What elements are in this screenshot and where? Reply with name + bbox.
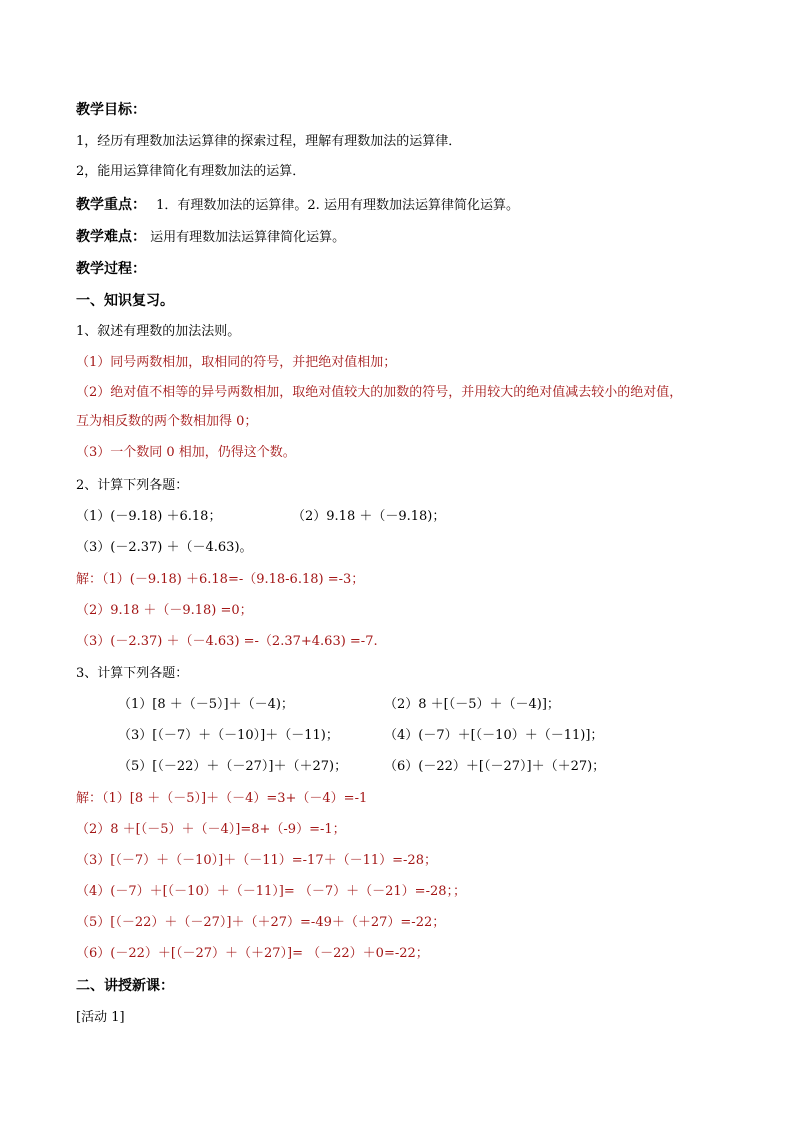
difficulties-label: 教学难点： [76,229,146,245]
question-3: 3、计算下列各题： [76,666,189,681]
goals-title: 教学目标： [76,102,146,118]
q3-problem-5: （5）[（－22）＋（－27）]＋（＋27)； [118,759,348,774]
difficulties-line [76,228,345,247]
q2-problem-3: （3）(－2.37) ＋（－4.63)。 [76,540,253,555]
section1-title: 一、知识复习。 [76,293,174,309]
q3-answer-5: （5）[（－22）＋（－27）]＋（＋27）=-49＋（＋27）=-22； [76,915,446,930]
q3-answer-6: （6）(－22）＋[（－27）＋（＋27）]= （－22）＋0=-22； [76,946,429,961]
q3-answer-1: 解：（1）[8 ＋（－5）]＋（－4）=3+（－4）=-1 [76,791,368,806]
q2-problem-2: （2）9.18 ＋（－9.18)； [292,509,446,524]
activity-label: [活动 1] [76,1010,125,1025]
rule-3: （3）一个数同 0 相加，仍得这个数。 [76,445,296,460]
q2-answer-1: 解：（1）(－9.18) ＋6.18=-（9.18-6.18) =-3； [76,572,365,587]
goal-item-1: 1，经历有理数加法运算律的探索过程，理解有理数加法的运算律． [76,134,462,149]
key-points-line [76,196,519,215]
rule-2b: 互为相反数的两个数相加得 0； [76,414,258,429]
q2-answer-2: （2）9.18 ＋（－9.18) =0； [76,603,253,618]
q3-problem-1: （1）[8 ＋（－5）]＋（－4)； [118,697,294,712]
section2-title: 二、讲授新课： [76,978,174,994]
q2-problem-1: （1）(－9.18) ＋6.18； [76,509,222,524]
q3-problem-6: （6）(－22）＋[（－27）]＋（＋27)； [384,759,606,774]
q3-answer-2: （2）8 ＋[（－5）＋（－4）]=8+（-9）=-1； [76,822,346,837]
q3-problem-3: （3）[（－7）＋（－10）]＋（－11)； [118,728,339,743]
goal-item-2: 2，能用运算律简化有理数加法的运算． [76,164,306,179]
question-1: 1、叙述有理数的加法法则。 [76,324,241,339]
rule-2a: （2）绝对值不相等的异号两数相加，取绝对值较大的加数的符号，并用较大的绝对值减去较小的绝对值， [76,385,683,400]
q3-problem-2: （2）8 ＋[（－5）＋（－4)]； [384,697,560,712]
key-points-label: 教学重点： [76,197,146,213]
q3-answer-4: （4）(－7）＋[（－10）＋（－11）]= （－7）＋（－21）=-28；； [76,884,467,899]
q3-problem-4: （4）(－7）＋[（－10）＋（－11)]； [384,728,604,743]
difficulties-text: 运用有理数加法运算律简化运算。 [150,230,346,245]
question-2: 2、计算下列各题： [76,478,189,493]
key-points-text: 1．有理数加法的运算律。2. 运用有理数加法运算律简化运算。 [156,198,519,213]
q3-answer-3: （3）[（－7）＋（－10）]＋（－11）=-17＋（－11）=-28； [76,853,437,868]
rule-1: （1）同号两数相加，取相同的符号，并把绝对值相加； [76,355,397,370]
q2-answer-3: （3）(－2.37) ＋（－4.63) =-（2.37+4.63) =-7. [76,634,378,649]
process-title: 教学过程： [76,261,146,277]
